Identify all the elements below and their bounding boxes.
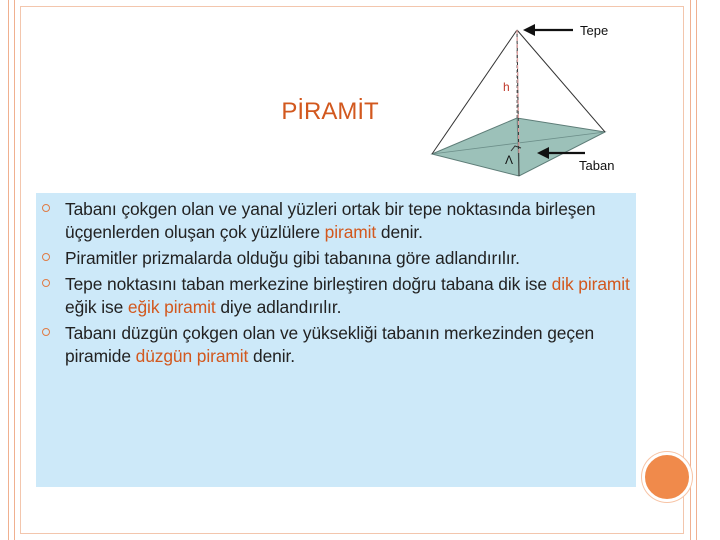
bullet-text: diye adlandırılır. <box>215 297 342 317</box>
apex-arrowhead <box>523 24 535 36</box>
highlight-term: piramit <box>324 222 377 242</box>
bullet-text: Tepe noktasını taban merkezine birleştiren doğru tabana dik ise <box>65 274 552 294</box>
pyramid-edge <box>517 30 605 132</box>
bullet-text: Tabanı çokgen olan ve yanal yüzleri ortak bir tepe noktasında birleşen üçgenlerden oluşan çok yüzlülere <box>65 199 596 242</box>
bullet-item <box>36 322 634 368</box>
bullet-text: denir. <box>376 222 423 242</box>
bullet-item <box>36 198 634 244</box>
highlight-term: dik piramit <box>551 274 630 294</box>
bullet-text: eğik ise <box>65 297 128 317</box>
slide-title: PİRAMİT <box>281 98 379 125</box>
bullet-item <box>36 273 634 319</box>
bullet-text: Tabanı düzgün çokgen olan ve yüksekliği tabanın merkezinden geçen piramide <box>65 323 595 366</box>
base-label: Taban <box>579 158 615 173</box>
bullet-circle-icon <box>42 253 50 261</box>
highlight-term: eğik piramit <box>127 297 216 317</box>
bullet-circle-icon <box>42 328 50 336</box>
border-line <box>690 0 691 540</box>
apex-label: Tepe <box>580 23 609 38</box>
pyramid-diagram <box>425 18 635 193</box>
highlight-term: düzgün piramit <box>135 346 249 366</box>
bullet-circle-icon <box>42 204 50 212</box>
center-label: Λ <box>505 153 514 167</box>
height-label: h <box>503 80 510 94</box>
bullet-text: Piramitler prizmalarda olduğu gibi tabanına göre adlandırılır. <box>65 248 520 268</box>
border-line <box>14 0 15 540</box>
bullet-item <box>36 247 634 270</box>
bullet-text: denir. <box>248 346 295 366</box>
border-line <box>8 0 9 540</box>
bullet-list <box>36 198 634 371</box>
decorative-circle <box>642 452 692 502</box>
bullet-circle-icon <box>42 279 50 287</box>
left-border-lines <box>0 0 18 540</box>
border-line <box>696 0 697 540</box>
